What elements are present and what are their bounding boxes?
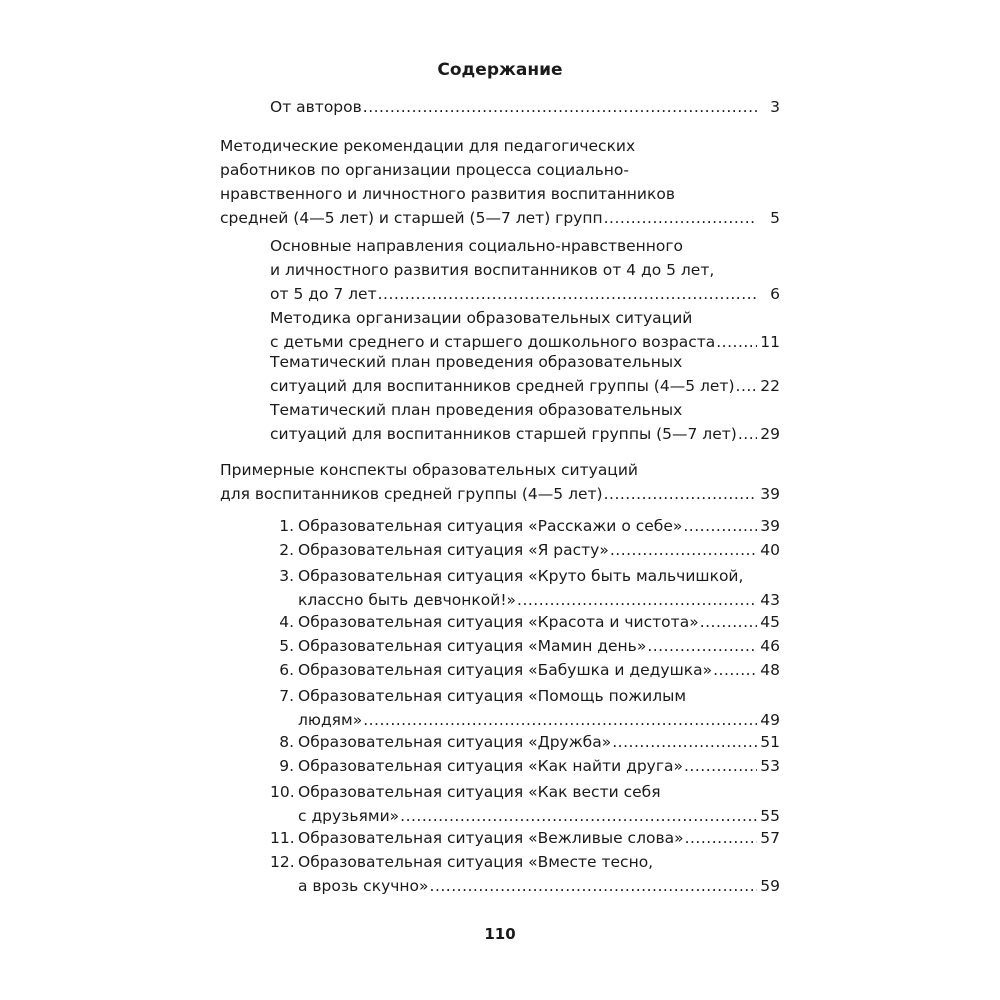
toc-entry xyxy=(270,826,780,850)
toc-entry-page: 43 xyxy=(760,591,780,609)
dot-leader xyxy=(604,482,757,506)
dot-leader xyxy=(400,804,757,828)
toc-entry-text: с детьми среднего и старшего дошкольного возраста xyxy=(270,333,716,351)
page-title: Содержание xyxy=(437,60,563,80)
toc-entry-number: 2. xyxy=(279,541,294,559)
toc-entry-number: 4. xyxy=(279,613,294,631)
dot-leader xyxy=(378,282,757,306)
toc-entry-text: и личностного развития воспитанников от 4 до 5 лет, xyxy=(270,261,715,279)
toc-entry-page: 40 xyxy=(760,541,780,559)
toc-entry-text: Образовательная ситуация «Дружба» xyxy=(298,733,612,751)
toc-entry-text: Образовательная ситуация «Как вести себя xyxy=(298,783,661,801)
toc-entry xyxy=(270,610,780,634)
toc-entry-line xyxy=(270,850,780,874)
toc-entry-line xyxy=(270,826,780,850)
page-number: 110 xyxy=(484,925,516,943)
toc-entry-text: Образовательная ситуация «Бабушка и дедушка» xyxy=(298,661,713,679)
toc-entry-line xyxy=(270,514,780,538)
toc-entry-page: 51 xyxy=(760,733,780,751)
dot-leader xyxy=(610,538,757,562)
toc-entry-text: а врозь скучно» xyxy=(298,877,429,895)
toc-entry-text: ситуаций для воспитанников средней группы (4—5 лет) xyxy=(270,377,735,395)
toc-entry-number: 10. xyxy=(270,783,295,801)
toc-entry-page: 57 xyxy=(760,829,780,847)
dot-leader xyxy=(363,708,757,732)
toc-entry xyxy=(270,95,780,119)
toc-entry-text: людям» xyxy=(298,711,363,729)
toc-entry-number: 3. xyxy=(279,567,294,585)
toc-entry-text: средней (4—5 лет) и старшей (5—7 лет) групп xyxy=(220,209,603,227)
dot-leader xyxy=(738,422,757,446)
toc-entry-line xyxy=(270,708,780,732)
toc-entry-page: 5 xyxy=(770,209,780,227)
toc-entry-line xyxy=(270,730,780,754)
toc-entry-number: 1. xyxy=(279,517,294,535)
toc-entry-line xyxy=(270,610,780,634)
toc-entry-line xyxy=(220,458,780,482)
dot-leader xyxy=(604,206,757,230)
toc-entry-text: для воспитанников средней группы (4—5 лет) xyxy=(220,485,603,503)
toc-entry-line xyxy=(270,804,780,828)
toc-entry-line xyxy=(270,306,780,330)
toc-entry-text: Образовательная ситуация «Вместе тесно, xyxy=(298,853,654,871)
dot-leader xyxy=(647,634,757,658)
toc-entry-number: 5. xyxy=(279,637,294,655)
toc-entry xyxy=(270,684,780,732)
toc-entry xyxy=(270,850,780,898)
toc-entry-line xyxy=(270,282,780,306)
toc-entry-text: Образовательная ситуация «Круто быть мальчишкой, xyxy=(298,567,744,585)
toc-entry-page: 46 xyxy=(760,637,780,655)
toc-entry-line xyxy=(270,350,780,374)
toc-entry-line xyxy=(270,422,780,446)
toc-entry-line xyxy=(220,206,780,230)
toc-entry-line xyxy=(270,874,780,898)
toc-entry-number: 6. xyxy=(279,661,294,679)
toc-entry-text: классно быть девчонкой!» xyxy=(298,591,517,609)
toc-entry-number: 9. xyxy=(279,757,294,775)
toc-entry-page: 39 xyxy=(760,485,780,503)
dot-leader xyxy=(612,730,757,754)
dot-leader xyxy=(736,374,757,398)
dot-leader xyxy=(683,514,757,538)
toc-entry-page: 22 xyxy=(760,377,780,395)
toc-entry xyxy=(270,234,780,306)
toc-entry-page: 29 xyxy=(760,425,780,443)
toc-entry-line xyxy=(270,398,780,422)
toc-entry-text: от 5 до 7 лет xyxy=(270,285,377,303)
toc-entry xyxy=(270,564,780,612)
toc-entry-number: 12. xyxy=(270,853,295,871)
toc-entry-line xyxy=(220,482,780,506)
toc-entry-line xyxy=(270,588,780,612)
toc-entry-text: Основные направления социально-нравственного xyxy=(270,237,684,255)
toc-entry-page: 53 xyxy=(760,757,780,775)
dot-leader xyxy=(700,610,757,634)
toc-entry-page: 49 xyxy=(760,711,780,729)
toc-entry-text: Методика организации образовательных ситуаций xyxy=(270,309,693,327)
toc-entry-page: 11 xyxy=(760,333,780,351)
toc-entry xyxy=(270,780,780,828)
dot-leader xyxy=(685,826,757,850)
toc-entry-page: 45 xyxy=(760,613,780,631)
toc-entry xyxy=(270,634,780,658)
toc-entry-page: 48 xyxy=(760,661,780,679)
toc-entry-line xyxy=(270,234,780,258)
dot-leader xyxy=(430,874,757,898)
toc-entry-text: Примерные конспекты образовательных ситуаций xyxy=(220,461,639,479)
toc-entry-line xyxy=(270,538,780,562)
toc-entry-line xyxy=(220,158,780,182)
toc-entry-page: 39 xyxy=(760,517,780,535)
toc-entry xyxy=(270,730,780,754)
dot-leader xyxy=(684,754,757,778)
toc-entry-text: Образовательная ситуация «Я расту» xyxy=(298,541,609,559)
toc-entry xyxy=(270,306,780,354)
toc-entry-line xyxy=(270,754,780,778)
toc-entry-number: 7. xyxy=(279,687,294,705)
toc-entry-text: Образовательная ситуация «Расскажи о себе» xyxy=(298,517,683,535)
toc-entry-text: Образовательная ситуация «Помощь пожилым xyxy=(298,687,687,705)
toc-entry-line xyxy=(220,182,780,206)
toc-entry-page: 59 xyxy=(760,877,780,895)
toc-entry-text: работников по организации процесса социально- xyxy=(220,161,629,179)
toc-entry-number: 11. xyxy=(270,829,295,847)
toc-entry-text: нравственного и личностного развития воспитанников xyxy=(220,185,675,203)
toc-entry-text: Тематический план проведения образовательных xyxy=(270,353,683,371)
toc-entry-text: Образовательная ситуация «Мамин день» xyxy=(298,637,647,655)
toc-entry-text: Тематический план проведения образовательных xyxy=(270,401,683,419)
toc-entry-page: 55 xyxy=(760,807,780,825)
toc-entry xyxy=(270,754,780,778)
toc-entry-page: 6 xyxy=(770,285,780,303)
toc-entry-number: 8. xyxy=(279,733,294,751)
toc-entry-text: Образовательная ситуация «Красота и чистота» xyxy=(298,613,699,631)
toc-entry xyxy=(270,658,780,682)
toc-entry xyxy=(270,538,780,562)
toc-entry-line xyxy=(270,634,780,658)
toc-entry-line xyxy=(270,564,780,588)
dot-leader xyxy=(713,658,757,682)
toc-entry-text: От авторов xyxy=(270,98,362,116)
toc-entry-text: Образовательная ситуация «Как найти друга» xyxy=(298,757,683,775)
toc-entry-page: 3 xyxy=(770,98,780,116)
toc-entry-line xyxy=(270,780,780,804)
toc-entry xyxy=(220,134,780,230)
toc-entry-line xyxy=(270,374,780,398)
toc-entry-text: с друзьями» xyxy=(298,807,400,825)
toc-entry-text: Методические рекомендации для педагогических xyxy=(220,137,636,155)
toc-entry-line xyxy=(220,134,780,158)
toc-entry-line xyxy=(270,95,780,119)
toc-entry xyxy=(270,398,780,446)
toc-entry-line xyxy=(270,258,780,282)
toc-entry-text: ситуаций для воспитанников старшей группы (5—7 лет) xyxy=(270,425,737,443)
toc-entry-line xyxy=(270,658,780,682)
dot-leader xyxy=(363,95,757,119)
toc-entry-text: Образовательная ситуация «Вежливые слова» xyxy=(298,829,684,847)
toc-entry-line xyxy=(270,684,780,708)
toc-entry xyxy=(270,514,780,538)
dot-leader xyxy=(517,588,757,612)
toc-entry xyxy=(270,350,780,398)
toc-entry xyxy=(220,458,780,506)
